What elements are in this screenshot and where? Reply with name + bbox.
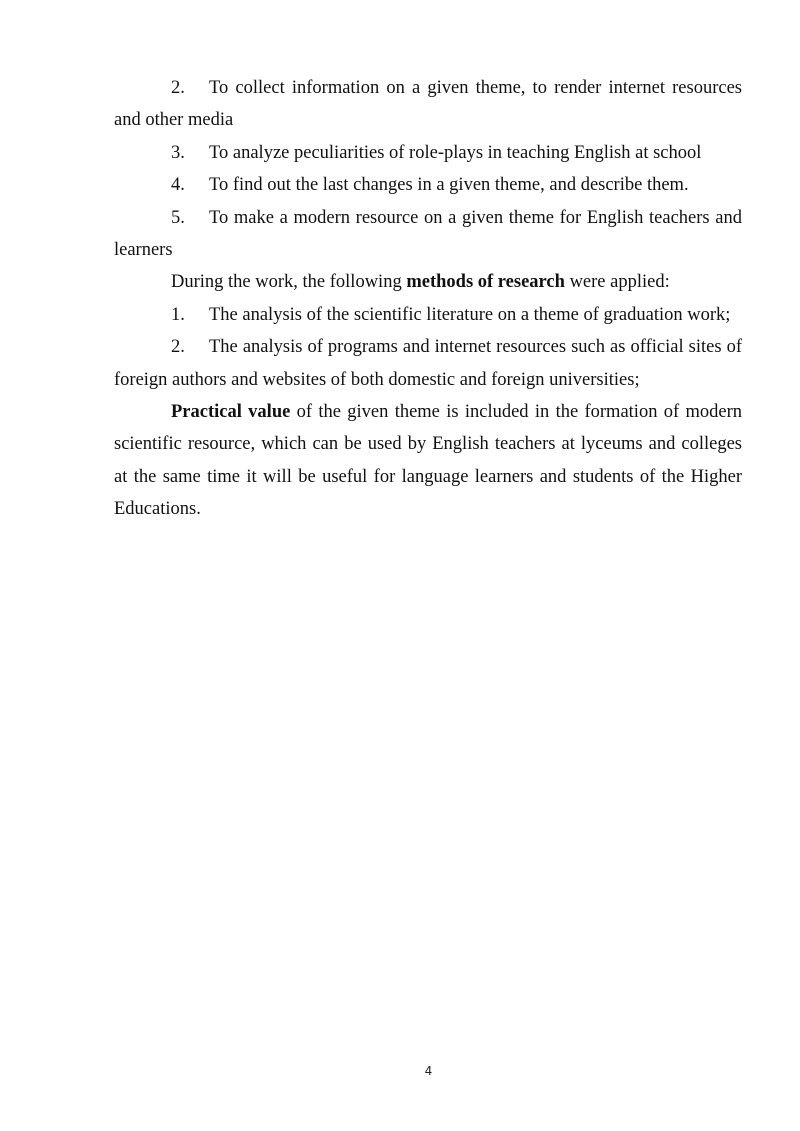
methods-intro-after: were applied:: [564, 272, 670, 293]
practical-value-text: of the given theme is included in the formation of modern scientific resource, which can be used by English teachers at lyceums and colleges at the same time it will be useful for language learners and students of the Higher Educations.: [114, 402, 742, 520]
objective-item-2: [114, 72, 742, 137]
list-text: The analysis of the scientific literature on a theme of graduation work;: [209, 304, 731, 325]
list-text: To collect information on a given theme, to render internet resources and other media: [114, 78, 742, 131]
list-number: 2.: [171, 337, 185, 358]
methods-intro-before: During the work, the following: [171, 272, 407, 293]
list-text: To analyze peculiarities of role-plays in teaching English at school: [209, 142, 702, 163]
list-number: 2.: [171, 78, 185, 98]
methods-intro-bold: methods of research: [406, 272, 565, 293]
list-number: 4.: [171, 175, 185, 196]
method-item-2: [114, 331, 742, 396]
page-number: 4: [424, 1064, 433, 1078]
body-text: [114, 72, 742, 526]
objective-item-3: [114, 137, 742, 169]
practical-value-paragraph: [114, 396, 742, 526]
method-item-1: [114, 299, 742, 331]
list-text: To find out the last changes in a given theme, and describe them.: [209, 175, 689, 196]
list-number: 3.: [171, 142, 185, 163]
practical-value-bold: Practical value: [171, 402, 291, 423]
objective-item-4: [114, 169, 742, 201]
objective-item-5: [114, 202, 742, 267]
list-text: The analysis of programs and internet resources such as official sites of foreign authors and websites of both domestic and foreign universities;: [114, 337, 742, 390]
list-text: To make a modern resource on a given theme for English teachers and learners: [114, 207, 742, 261]
methods-intro-paragraph: [114, 266, 742, 298]
list-number: 5.: [171, 207, 185, 228]
list-number: 1.: [171, 304, 185, 325]
